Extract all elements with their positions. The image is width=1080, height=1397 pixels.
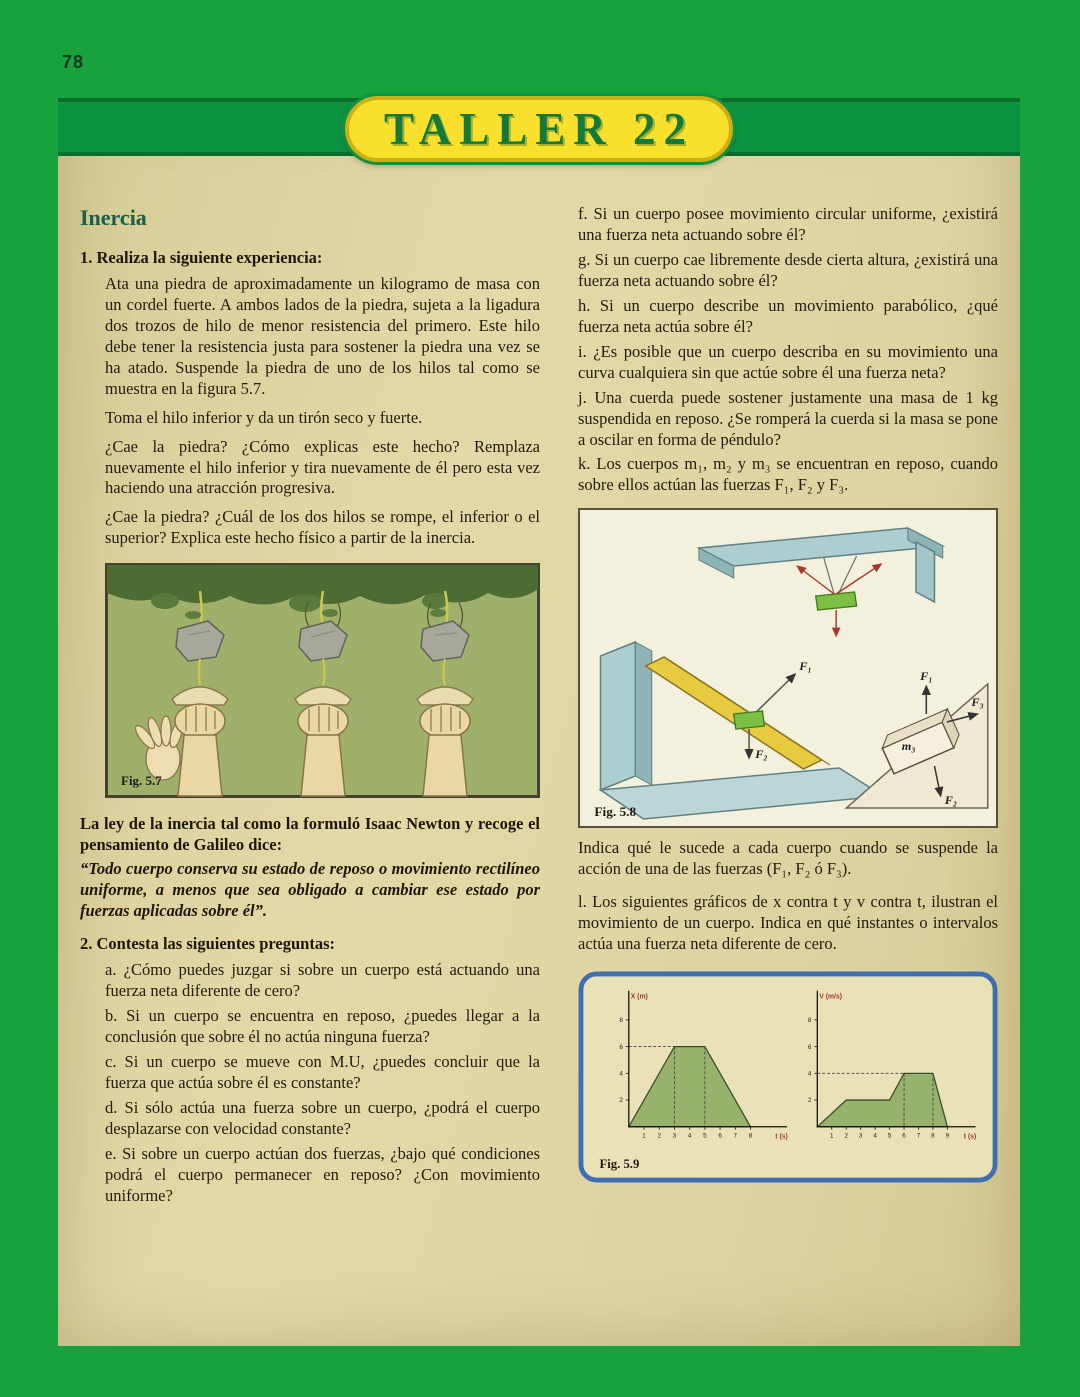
svg-text:2: 2 — [619, 1097, 623, 1105]
banner-bar — [58, 98, 1020, 156]
svg-text:7: 7 — [916, 1132, 921, 1140]
figure-5-8-caption: Indica qué le sucede a cada cuerpo cuando se suspende la acción de una de las fuerzas (F₁, F₂ ó F₃). — [578, 838, 998, 879]
question-i: i. ¿Es posible que un cuerpo describa en su movimiento una curva cualquiera sin que actúe sobre él una fuerza neta? — [578, 341, 998, 382]
force-label: F₂ — [944, 793, 958, 808]
svg-text:4: 4 — [619, 1070, 623, 1078]
inertia-law-intro: La ley de la inercia tal como la formuló Isaac Newton y recoge el pensamiento de Galileo dice: — [80, 814, 540, 855]
question-l: l. Los siguientes gráficos de x contra t y v contra t, ilustran el movimiento de un cuerpo. Indica en qué instantes o intervalos actúa una fuerza neta diferente de cero. — [578, 892, 998, 954]
force-label: F₁ — [799, 659, 812, 674]
mass-label: m₃ — [901, 739, 916, 754]
svg-text:1: 1 — [829, 1132, 834, 1140]
svg-text:2: 2 — [807, 1097, 812, 1105]
exercise-1-paragraph: ¿Cae la piedra? ¿Cómo explicas este hecho? Remplaza nuevamente el hilo inferior y tira nuevamente de él pero esta vez haciendo una atracción progresiva. — [105, 436, 540, 498]
exercise-1-paragraph: Ata una piedra de aproximadamente un kilogramo de masa con un cordel fuerte. A ambos lados de la piedra, sujeta a la ligadura dos trozos de hilo de menor resistencia del primero. Este hilo debe tener la resistencia justa para sostener la piedra una vez se ha atado. Suspende la piedra de uno de los hilos tal como se muestra en la figura 5.7. — [105, 273, 540, 398]
figure-5-7-illustration — [105, 563, 540, 798]
left-column — [80, 204, 540, 1336]
paper-page — [58, 98, 1020, 1346]
svg-text:2: 2 — [657, 1132, 661, 1140]
svg-text:8: 8 — [931, 1132, 935, 1140]
banner-title: TALLER 22 — [384, 104, 694, 154]
question-d: d. Si sólo actúa una fuerza sobre un cuerpo, ¿podrá el cuerpo desplazarse con velocidad constante? — [105, 1097, 540, 1138]
figure-5-8 — [578, 508, 998, 828]
svg-text:7: 7 — [733, 1132, 738, 1140]
question-a: a. ¿Cómo puedes juzgar si sobre un cuerpo está actuando una fuerza neta diferente de cero? — [105, 960, 540, 1000]
figure-5-7 — [105, 563, 540, 798]
svg-text:5: 5 — [703, 1132, 707, 1140]
question-f: f. Si un cuerpo posee movimiento circular uniforme, ¿existirá una fuerza neta actuando sobre él? — [578, 204, 998, 244]
svg-text:V (m/s): V (m/s) — [819, 993, 843, 1001]
svg-text:6: 6 — [902, 1132, 906, 1140]
force-label: F₃ — [971, 695, 984, 710]
svg-text:3: 3 — [672, 1132, 677, 1140]
svg-text:5: 5 — [887, 1132, 892, 1140]
exercise-2-title: 2. Contesta las siguientes preguntas: — [80, 934, 336, 954]
svg-text:8: 8 — [619, 1017, 623, 1025]
svg-text:t (s): t (s) — [963, 1133, 977, 1141]
question-c: c. Si un cuerpo se mueve con M.U, ¿puedes concluir que la fuerza que actúa sobre él es constante? — [105, 1051, 540, 1092]
figure-5-7-label: Fig. 5.7 — [121, 773, 162, 789]
question-j: j. Una cuerda puede sostener justamente una masa de 1 kg suspendida en reposo. ¿Se romperá la cuerda si la masa se pone a oscilar en forma de péndulo? — [578, 387, 998, 449]
page-number: 78 — [62, 52, 85, 72]
figure-5-9 — [578, 971, 998, 1183]
exercise-1-title: 1. Realiza la siguiente experiencia: — [80, 247, 323, 267]
svg-text:4: 4 — [873, 1132, 877, 1140]
question-k: k. Los cuerpos m₁, m₂ y m₃ se encuentran en reposo, cuando sobre ellos actúan las fuerzas F₁, F₂ y F₃. — [578, 454, 998, 495]
force-label: F₂ — [755, 747, 768, 762]
svg-text:8: 8 — [807, 1017, 812, 1025]
svg-text:1: 1 — [642, 1132, 646, 1140]
svg-text:4: 4 — [687, 1132, 692, 1140]
svg-text:6: 6 — [807, 1043, 812, 1051]
figure-5-9-label: Fig. 5.9 — [599, 1157, 640, 1172]
question-e: e. Si sobre un cuerpo actúan dos fuerzas, ¿bajo qué condiciones podrá el cuerpo permanecer en reposo? ¿Con movimiento uniforme? — [105, 1143, 540, 1205]
force-label: F₁ — [920, 669, 933, 684]
exercise-2 — [80, 934, 540, 1206]
svg-text:6: 6 — [718, 1132, 722, 1140]
right-column — [578, 204, 998, 1336]
section-title: Inercia — [80, 205, 147, 230]
svg-text:6: 6 — [619, 1043, 623, 1051]
svg-text:X (m): X (m) — [630, 993, 648, 1001]
page-content — [80, 204, 998, 1336]
svg-text:2: 2 — [844, 1132, 848, 1140]
inertia-law-quote: “Todo cuerpo conserva su estado de reposo o movimiento rectilíneo uniforme, a menos que sea obligado a cambiar ese estado por fuerzas aplicadas sobre él”. — [80, 859, 540, 921]
svg-text:t (s): t (s) — [775, 1133, 788, 1141]
question-g: g. Si un cuerpo cae libremente desde cierta altura, ¿existirá una fuerza neta actuando sobre él? — [578, 249, 998, 290]
taller-banner — [345, 96, 733, 162]
question-h: h. Si un cuerpo describe un movimiento parabólico, ¿qué fuerza neta actúa sobre él? — [578, 295, 998, 336]
figure-5-8-label: Fig. 5.8 — [594, 804, 637, 820]
svg-text:3: 3 — [858, 1132, 863, 1140]
figure-5-9-graphs — [578, 971, 998, 1183]
figure-5-8-illustration — [578, 508, 998, 828]
exercise-1 — [80, 248, 540, 798]
svg-text:8: 8 — [748, 1132, 753, 1140]
exercise-1-paragraph: Toma el hilo inferior y da un tirón seco y fuerte. — [105, 407, 423, 427]
svg-text:9: 9 — [945, 1132, 950, 1140]
question-b: b. Si un cuerpo se encuentra en reposo, ¿puedes llegar a la conclusión que sobre él no actúa ninguna fuerza? — [105, 1005, 540, 1046]
exercise-1-paragraph: ¿Cae la piedra? ¿Cuál de los dos hilos se rompe, el inferior o el superior? Explica este hecho físico a partir de la inercia. — [105, 507, 540, 548]
svg-text:4: 4 — [807, 1070, 812, 1078]
